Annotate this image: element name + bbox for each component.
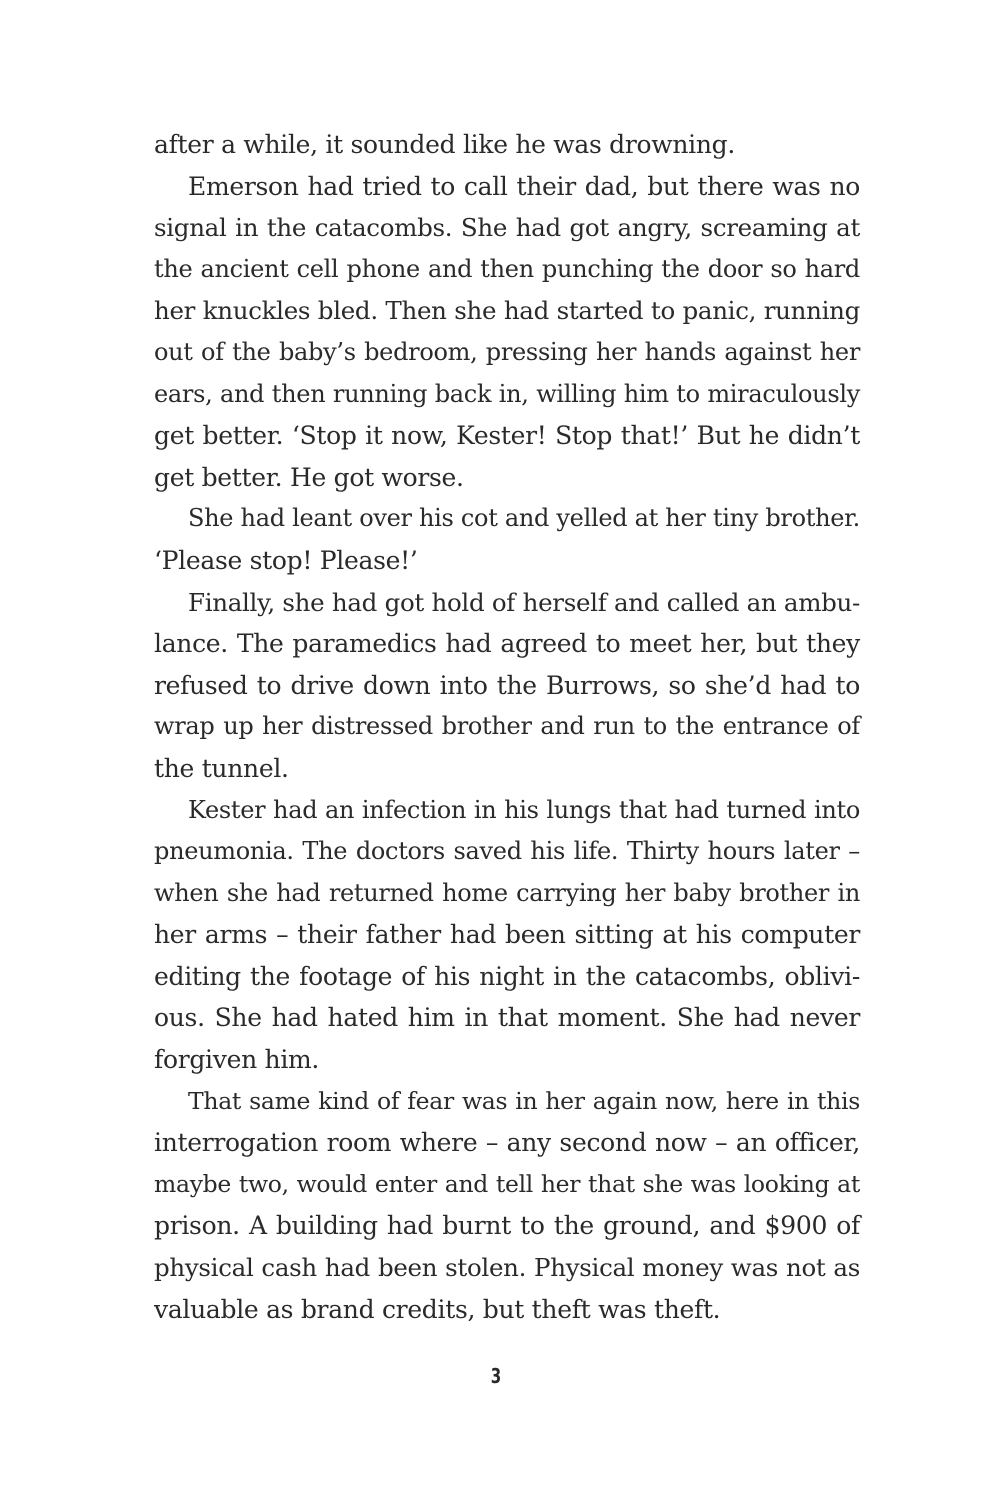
text-line: get better. He got worse. (154, 462, 464, 492)
body-text (154, 124, 860, 1330)
text-line: maybe two, would enter and tell her that she was looking at (154, 1169, 860, 1198)
text-line: out of the baby’s bedroom, pressing her hands against her (154, 337, 860, 366)
text-line: ous. She had hated him in that moment. She had never (154, 1003, 860, 1033)
text-line: her arms – their father had been sitting at his computer (154, 920, 860, 950)
text-line: signal in the catacombs. She had got angry, screaming at (154, 213, 860, 243)
text-line: the tunnel. (154, 753, 289, 783)
text-line: her knuckles bled. Then she had started to panic, running (154, 296, 860, 326)
text-line: editing the footage of his night in the catacombs, oblivi- (154, 961, 860, 991)
text-line: lance. The paramedics had agreed to meet her, but they (154, 629, 860, 659)
text-line: interrogation room where – any second now – an officer, (154, 1128, 860, 1158)
text-line: Emerson had tried to call their dad, but there was no (188, 171, 860, 201)
text-line: forgiven him. (154, 1045, 320, 1075)
text-line: when she had returned home carrying her baby brother in (154, 878, 860, 907)
text-line: the ancient cell phone and then punching the door so hard (154, 254, 860, 283)
text-line: She had leant over his cot and yelled at her tiny brother. (188, 504, 860, 533)
text-line: prison. A building had burnt to the ground, and $900 of (154, 1211, 860, 1241)
text-line: refused to drive down into the Burrows, so she’d had to (154, 670, 860, 700)
text-line: That same kind of fear was in her again now, here in this (188, 1086, 860, 1115)
text-line: physical cash had been stolen. Physical money was not as (154, 1253, 860, 1283)
text-line: wrap up her distressed brother and run to the entrance of (154, 712, 860, 741)
text-line: valuable as brand credits, but theft was theft. (154, 1294, 721, 1324)
page-number: 3 (490, 1364, 502, 1388)
text-line: get better. ‘Stop it now, Kester! Stop that!’ But he didn’t (154, 421, 860, 451)
text-line: ears, and then running back in, willing him to miraculously (154, 379, 860, 408)
text-line: after a while, it sounded like he was drowning. (154, 130, 736, 159)
text-line: pneumonia. The doctors saved his life. Thirty hours later – (154, 837, 860, 866)
text-line: Finally, she had got hold of herself and called an ambu- (188, 587, 860, 617)
text-line: Kester had an infection in his lungs that had turned into (188, 795, 860, 824)
text-line: ‘Please stop! Please!’ (154, 545, 418, 575)
